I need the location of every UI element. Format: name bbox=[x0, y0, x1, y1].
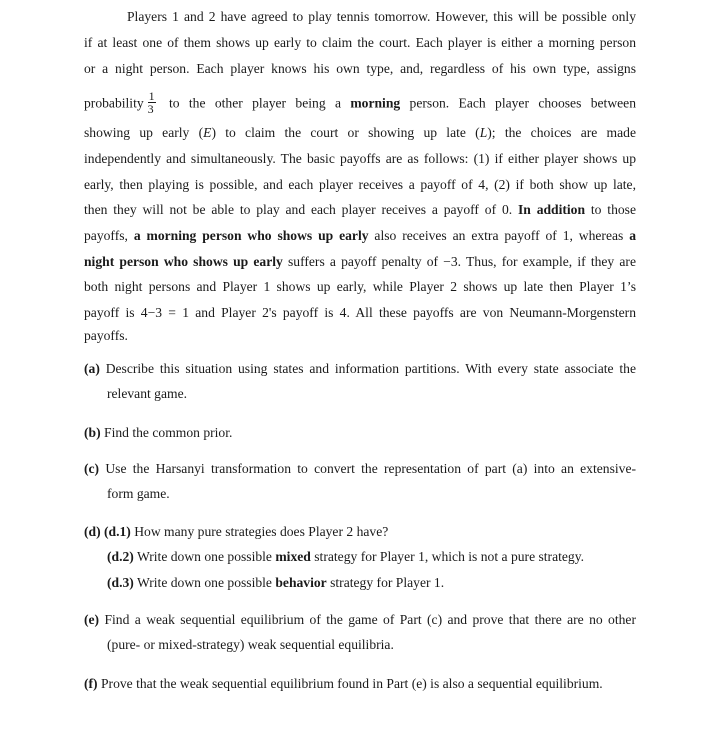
text: Use the Harsanyi transformation to convert the representation of part (a) into an extensive- bbox=[99, 461, 636, 476]
paragraph-line bbox=[84, 305, 636, 321]
bold-text: (d) (d.1) bbox=[84, 524, 131, 539]
paragraph-line bbox=[84, 89, 636, 117]
text: Write down one possible bbox=[133, 575, 276, 590]
paragraph-line bbox=[84, 125, 636, 141]
text: if at least one of them shows up early to claim the court. Each player is either a morning person bbox=[84, 35, 636, 50]
paragraph-line bbox=[84, 254, 636, 270]
question-line bbox=[107, 575, 444, 591]
bold-text: a morning person who shows up early bbox=[133, 228, 369, 243]
text: form game. bbox=[107, 486, 170, 501]
text: How many pure strategies does Player 2 have? bbox=[130, 524, 389, 539]
text: relevant game. bbox=[107, 386, 188, 401]
text: Find the common prior. bbox=[100, 425, 233, 440]
text: both night persons and Player 1 shows up early, while Player 2 shows up late then Player 1’s bbox=[84, 279, 636, 294]
text: ) to claim the court or showing up late ( bbox=[211, 125, 480, 140]
question-line bbox=[84, 612, 636, 628]
bold-text: In addition bbox=[518, 202, 586, 217]
text: payoffs. bbox=[84, 328, 128, 343]
text: Prove that the weak sequential equilibrium found in Part (e) is also a sequential equilibrium. bbox=[97, 676, 603, 691]
paragraph-line bbox=[84, 35, 636, 51]
paragraph-line bbox=[84, 279, 636, 295]
text: early, then playing is possible, and each player receives a payoff of 4, (2) if both show up late, bbox=[84, 177, 636, 192]
bold-text: a bbox=[629, 228, 636, 243]
question-line bbox=[84, 361, 636, 377]
bold-text: morning bbox=[350, 95, 401, 111]
bold-text: (f) bbox=[84, 676, 98, 691]
bold-text: mixed bbox=[275, 549, 311, 564]
text: to the other player being a bbox=[159, 95, 351, 111]
text: Describe this situation using states and information partitions. With every state associate the bbox=[99, 361, 636, 376]
text: or a night person. Each player knows his own type, and, regardless of his own type, assigns bbox=[84, 61, 636, 76]
question-line bbox=[107, 549, 584, 565]
paragraph-line bbox=[127, 9, 636, 25]
text: strategy for Player 1. bbox=[326, 575, 445, 590]
text: also receives an extra payoff of 1, whereas bbox=[368, 228, 630, 243]
text: suffers a payoff penalty of −3. Thus, for example, if they are bbox=[282, 254, 636, 269]
bold-text: (d.2) bbox=[107, 549, 134, 564]
italic-text: E bbox=[203, 125, 212, 140]
text: person. Each player chooses between bbox=[400, 95, 636, 111]
text: Players 1 and 2 have agreed to play tennis tomorrow. However, this will be possible only bbox=[127, 9, 636, 24]
bold-text: (c) bbox=[84, 461, 100, 476]
paragraph-line bbox=[84, 61, 636, 77]
fraction-one-third bbox=[148, 90, 156, 115]
bold-text: night person who shows up early bbox=[84, 254, 283, 269]
paragraph-line bbox=[84, 202, 636, 218]
question-line bbox=[84, 461, 636, 477]
bold-text: behavior bbox=[275, 575, 327, 590]
fraction-denominator: 3 bbox=[147, 102, 154, 116]
text: payoffs, bbox=[84, 228, 134, 243]
bold-text: (b) bbox=[84, 425, 101, 440]
text: showing up early ( bbox=[84, 125, 204, 140]
text: Write down one possible bbox=[133, 549, 276, 564]
text: independently and simultaneously. The basic payoffs are as follows: (1) if either player shows up bbox=[84, 151, 636, 166]
question-line bbox=[107, 386, 187, 402]
text: ); the choices are made bbox=[487, 125, 636, 140]
question-line bbox=[84, 676, 603, 692]
paragraph-line bbox=[84, 328, 128, 344]
fraction-numerator: 1 bbox=[148, 89, 155, 103]
paragraph-line bbox=[84, 228, 636, 244]
text: Find a weak sequential equilibrium of the game of Part (c) and prove that there are no other bbox=[99, 612, 636, 627]
italic-text: L bbox=[479, 125, 488, 140]
text: to those bbox=[585, 202, 636, 217]
question-line bbox=[84, 425, 232, 441]
question-line bbox=[84, 524, 388, 540]
text: (pure- or mixed-strategy) weak sequential equilibria. bbox=[107, 637, 394, 652]
text: strategy for Player 1, which is not a pure strategy. bbox=[310, 549, 585, 564]
question-line bbox=[107, 637, 394, 653]
text: probability bbox=[84, 95, 144, 111]
question-line bbox=[107, 486, 170, 502]
paragraph-line bbox=[84, 151, 636, 167]
bold-text: (a) bbox=[84, 361, 100, 376]
text: then they will not be able to play and each player receives a payoff of 0. bbox=[84, 202, 518, 217]
bold-text: (d.3) bbox=[107, 575, 134, 590]
bold-text: (e) bbox=[84, 612, 100, 627]
paragraph-line bbox=[84, 177, 636, 193]
text: payoff is 4−3 = 1 and Player 2's payoff is 4. All these payoffs are von Neumann-Morgenstern bbox=[84, 305, 636, 320]
